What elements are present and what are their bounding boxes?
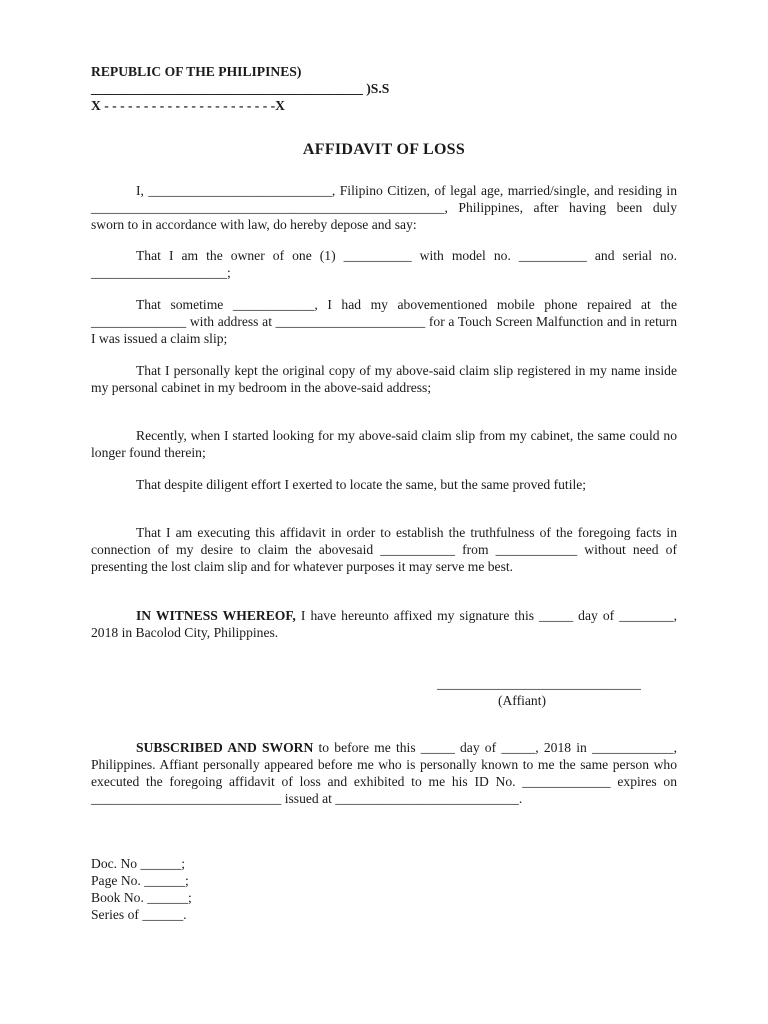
ownership-paragraph: That I am the owner of one (1) __________ with model no. __________ and serial no. ____________________; bbox=[91, 248, 677, 280]
witness-paragraph bbox=[91, 607, 677, 641]
effort-paragraph: That despite diligent effort I exerted to locate the same, but the same proved futile; bbox=[136, 477, 587, 492]
book-no: Book No. ______; bbox=[91, 890, 192, 905]
republic-line: REPUBLIC OF THE PHILIPINES) bbox=[91, 64, 302, 79]
repair-paragraph: That sometime ____________, I had my abovementioned mobile phone repaired at the ______________ with address at ______________________ for a Touch Screen Malfunction and in return I was issued a claim slip; bbox=[91, 297, 677, 346]
intro-paragraph: I, ___________________________, Filipino Citizen, of legal age, married/single, and residing in ____________________________________________________, Philippines, after having been duly sworn to in accordance with law, do hereby depose and say: bbox=[91, 183, 677, 232]
discovery-paragraph: Recently, when I started looking for my above-said claim slip from my cabinet, the same could no longer found therein; bbox=[91, 428, 677, 460]
custody-paragraph: That I personally kept the original copy of my above-said claim slip registered in my name inside my personal cabinet in my bedroom in the above-said address; bbox=[91, 363, 677, 395]
witness-text: I have hereunto affixed my signature this _____ day of ________, 2018 in Bacolod City, Philippines. bbox=[91, 608, 677, 640]
page-no: Page No. ______; bbox=[91, 873, 189, 888]
signature-line: ______________________________ bbox=[437, 676, 641, 691]
jurat-lead: SUBSCRIBED AND SWORN bbox=[136, 740, 314, 755]
affiant-label: (Affiant) bbox=[497, 693, 547, 708]
jurat-paragraph bbox=[91, 739, 677, 807]
x-line: X - - - - - - - - - - - - - - - - - - - - - -X bbox=[91, 98, 285, 113]
jurat-text: to before me this _____ day of _____, 2018 in ____________, Philippines. Affiant personally appeared before me who is personally known to me the same person who executed the foregoing affidavit of loss and exhibited to me his ID No. _____________ expires on ____________________________ issued at ___________________________. bbox=[91, 740, 677, 806]
witness-lead: IN WITNESS WHEREOF, bbox=[136, 608, 296, 623]
ss-line: ________________________________________ )S.S bbox=[91, 81, 390, 96]
series-of: Series of ______. bbox=[91, 907, 187, 922]
affiant-signature-block bbox=[437, 675, 641, 709]
notarial-register bbox=[91, 855, 192, 923]
document-title: AFFIDAVIT OF LOSS bbox=[302, 141, 466, 158]
purpose-paragraph: That I am executing this affidavit in order to establish the truthfulness of the foregoing facts in connection of my desire to claim the abovesaid ___________ from ____________ without need of presenting the lost claim slip and for whatever purposes it may serve me best. bbox=[91, 525, 677, 574]
doc-no: Doc. No ______; bbox=[91, 856, 186, 871]
venue-header bbox=[91, 63, 390, 114]
